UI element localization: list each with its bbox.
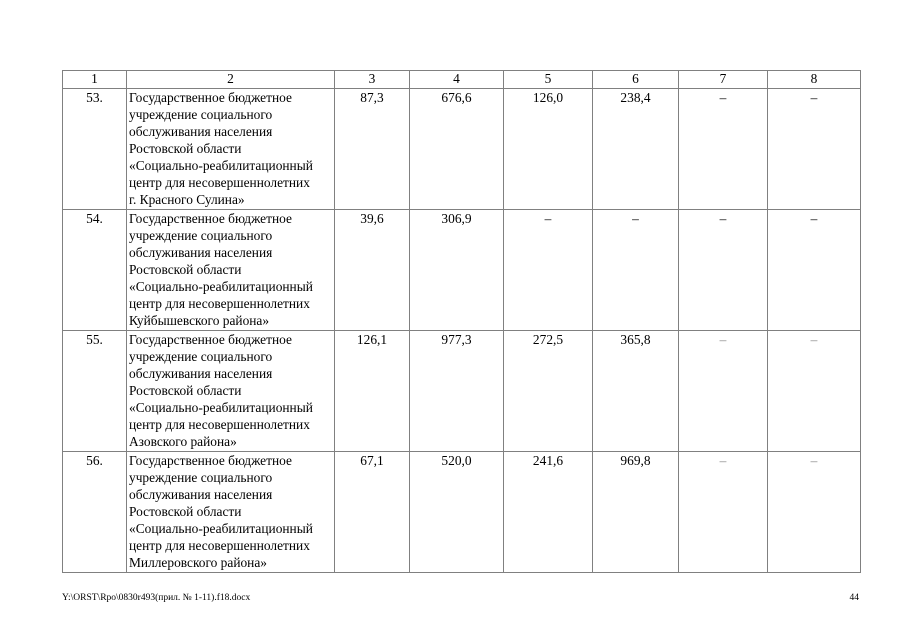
value-col-7: – [679,210,768,331]
value-col-3: 39,6 [335,210,410,331]
header-cell: 8 [768,71,861,89]
footer-file-path: Y:\ORST\Rpo\0830r493(прил. № 1-11).f18.docx [62,593,251,603]
value-col-4: 306,9 [410,210,504,331]
institution-name: Государственное бюджетное учреждение социального обслуживания населения Ростовской области «Социально-реабилитационный центр для несовершеннолетних Куйбышевского района» [127,210,335,331]
institution-name: Государственное бюджетное учреждение социального обслуживания населения Ростовской области «Социально-реабилитационный центр для несовершеннолетних Азовского района» [127,331,335,452]
value-col-6: 238,4 [593,89,679,210]
value-col-6: 365,8 [593,331,679,452]
header-cell: 1 [63,71,127,89]
value-col-7: – [679,89,768,210]
page-number: 44 [849,593,859,603]
value-col-3: 126,1 [335,331,410,452]
header-cell: 5 [504,71,593,89]
value-col-4: 676,6 [410,89,504,210]
row-number: 53. [63,89,127,210]
value-col-8: – [768,331,861,452]
row-number: 54. [63,210,127,331]
header-cell: 7 [679,71,768,89]
header-cell: 6 [593,71,679,89]
value-col-6: – [593,210,679,331]
table-header-row [63,71,861,89]
table-row [63,331,861,452]
row-number: 55. [63,331,127,452]
value-col-5: – [504,210,593,331]
value-col-8: – [768,452,861,573]
data-table [62,70,861,573]
value-col-8: – [768,210,861,331]
row-number: 56. [63,452,127,573]
value-col-6: 969,8 [593,452,679,573]
table-row [63,210,861,331]
table-row [63,452,861,573]
value-col-3: 87,3 [335,89,410,210]
value-col-7: – [679,331,768,452]
header-cell: 3 [335,71,410,89]
institution-name: Государственное бюджетное учреждение социального обслуживания населения Ростовской области «Социально-реабилитационный центр для несовершеннолетних Миллеровского района» [127,452,335,573]
value-col-4: 520,0 [410,452,504,573]
value-col-4: 977,3 [410,331,504,452]
value-col-7: – [679,452,768,573]
header-cell: 2 [127,71,335,89]
header-cell: 4 [410,71,504,89]
institution-name: Государственное бюджетное учреждение социального обслуживания населения Ростовской области «Социально-реабилитационный центр для несовершеннолетних г. Красного Сулина» [127,89,335,210]
value-col-5: 241,6 [504,452,593,573]
value-col-3: 67,1 [335,452,410,573]
value-col-5: 272,5 [504,331,593,452]
table-row [63,89,861,210]
value-col-8: – [768,89,861,210]
value-col-5: 126,0 [504,89,593,210]
